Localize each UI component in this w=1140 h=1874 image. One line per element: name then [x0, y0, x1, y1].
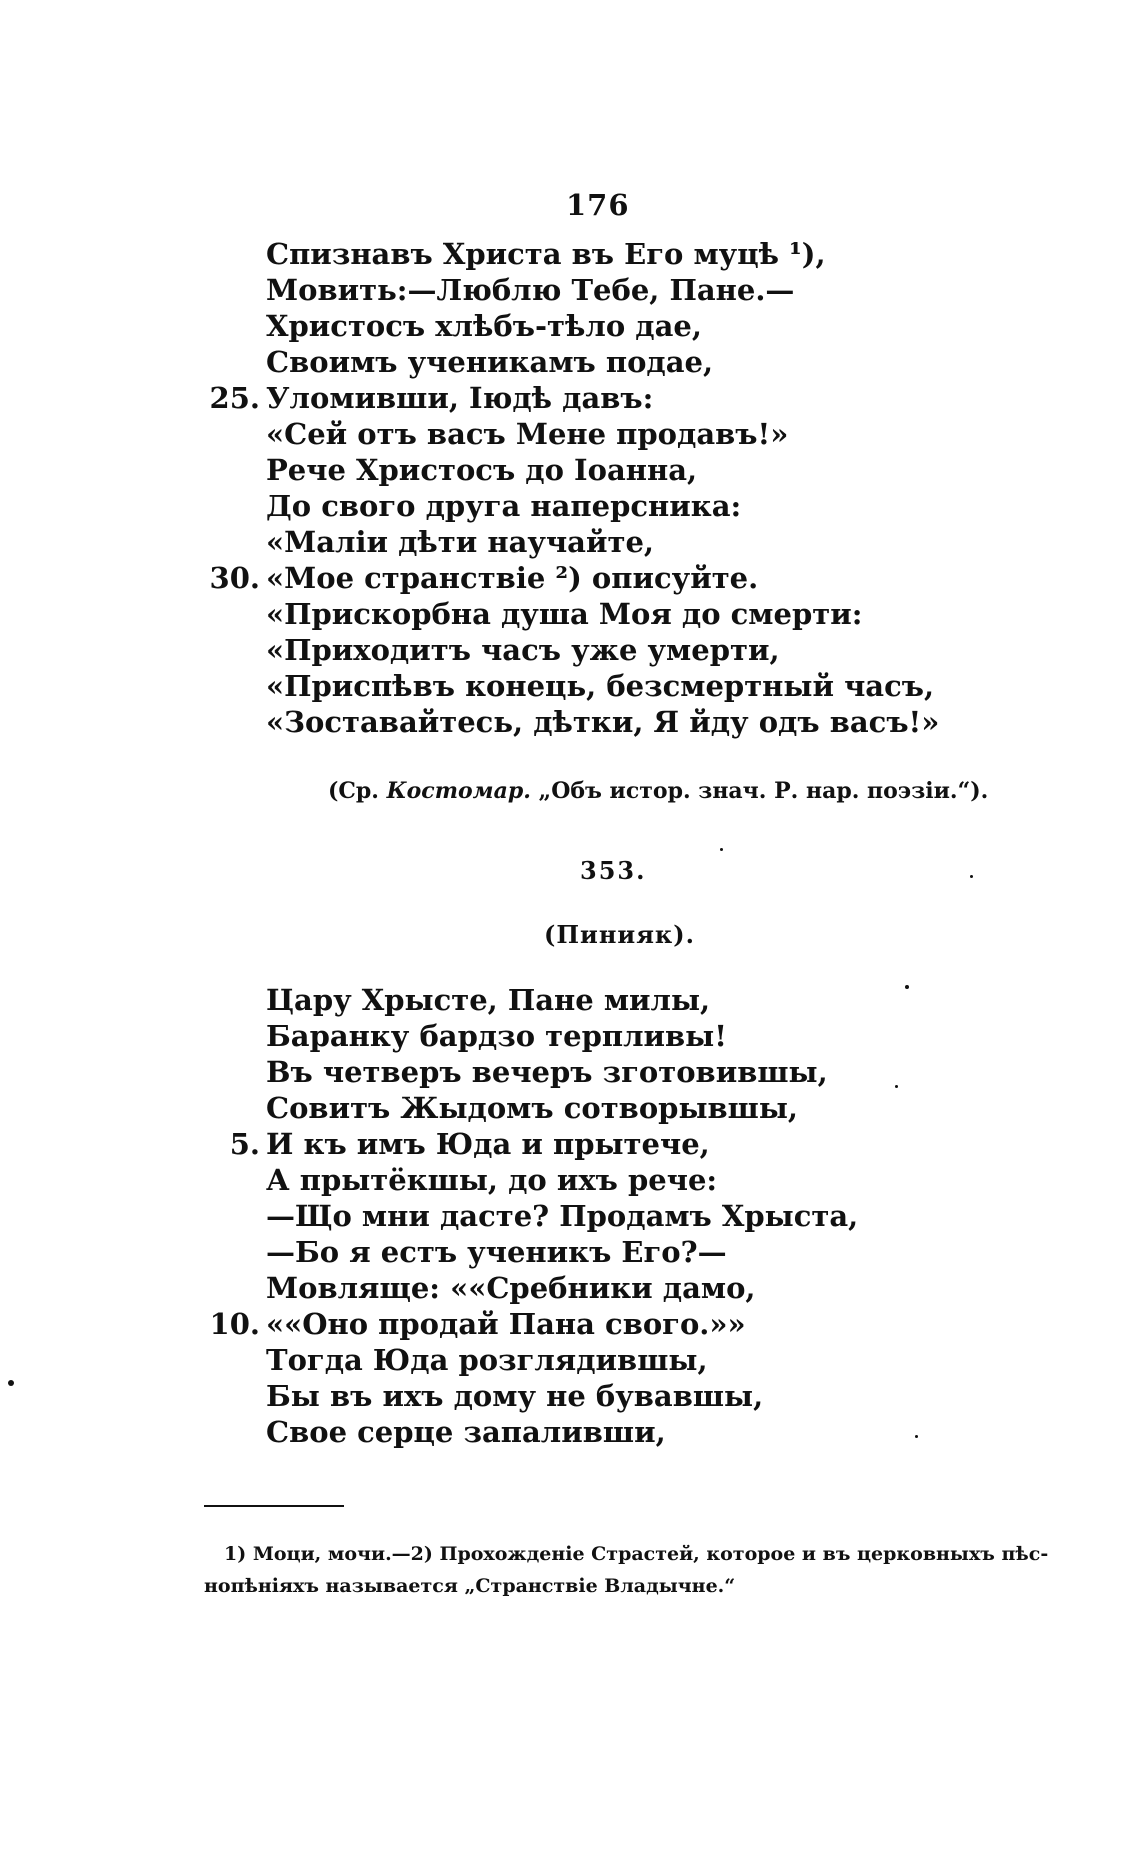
verse-line [0, 1018, 1140, 1054]
scan-speck [970, 875, 973, 878]
verse-line [0, 1054, 1140, 1090]
verse-line [0, 308, 1140, 344]
verse-line [0, 1234, 1140, 1270]
verse-line [0, 488, 1140, 524]
verse-text: Спизнавъ Христа въ Его муцѣ ¹), [266, 237, 826, 271]
verse-text: «Маліи дѣти научайте, [266, 525, 655, 559]
verse-text: Въ четверъ вечеръ зготовившы, [266, 1055, 828, 1089]
citation-rest: „Объ истор. знач. Р. нар. поэзіи.“). [530, 778, 989, 804]
verse-line [0, 1090, 1140, 1126]
verse-line [0, 1414, 1140, 1450]
verse-text: До свого друга наперсника: [266, 489, 742, 523]
footnote-line: нопѣніяхъ называется „Странствіе Владычне.“ [204, 1575, 736, 1597]
verse-number: 25. [209, 381, 260, 415]
song-subtitle: (Пинияк). [544, 920, 695, 949]
citation-open: (Ср. [328, 778, 387, 804]
verse-line [0, 416, 1140, 452]
verse-number: 30. [209, 561, 260, 595]
verse-text: —Бо я естъ ученикъ Его?— [266, 1235, 727, 1269]
verse-text: Рече Христосъ до Іоанна, [266, 453, 698, 487]
verse-line [0, 1270, 1140, 1306]
verse-line [0, 1162, 1140, 1198]
verse-text: Тогда Юда розглядившы, [266, 1343, 708, 1377]
verse-number: 10. [209, 1307, 260, 1341]
scan-speck [905, 985, 909, 989]
verse-text: Уломивши, Іюдѣ давъ: [266, 381, 654, 415]
verse-line [0, 272, 1140, 308]
verse-line [0, 1378, 1140, 1414]
verse-line [0, 982, 1140, 1018]
scan-speck [8, 1380, 14, 1386]
verse-text: «Мое странствіе ²) описуйте. [266, 561, 759, 595]
verse-line [0, 632, 1140, 668]
verse-line [0, 236, 1140, 272]
verse-text: Цару Хрысте, Пане милы, [266, 983, 711, 1017]
footnotes [204, 1538, 1049, 1602]
verse-text: И къ имъ Юда и прытече, [266, 1127, 710, 1161]
scan-speck [720, 848, 723, 851]
verse-text: Совитъ Жыдомъ сотворывшы, [266, 1091, 799, 1125]
scan-speck [895, 1085, 898, 1088]
verse-text: Своимъ ученикамъ подае, [266, 345, 714, 379]
footnote-rule [204, 1505, 344, 1507]
verse-text: Свое серце запаливши, [266, 1415, 666, 1449]
verse-text: «Прискорбна душа Моя до смерти: [266, 597, 863, 631]
verse-line [0, 344, 1140, 380]
scan-speck [915, 1435, 918, 1438]
verse-text: «Сей отъ васъ Мене продавъ!» [266, 417, 789, 451]
verse-line [0, 380, 1140, 416]
verse-line [0, 1306, 1140, 1342]
verse-text: Бы въ ихъ дому не бувавшы, [266, 1379, 764, 1413]
verse-text: ««Оно продай Пана свого.»» [266, 1307, 746, 1341]
page-number: 176 [566, 188, 630, 222]
citation-author: Костомар. [386, 778, 531, 804]
verse-text: —Що мни дасте? Продамъ Хрыста, [266, 1199, 859, 1233]
footnote-line: 1) Моци, мочи.—2) Прохожденіе Страстей, которое и въ церковныхъ пѣс- [224, 1543, 1049, 1565]
verse-text: Христосъ хлѣбъ-тѣло дае, [266, 309, 702, 343]
verse-text: Мовить:—Люблю Тебе, Пане.— [266, 273, 795, 307]
verse-line [0, 668, 1140, 704]
poem-b [0, 982, 1140, 1450]
verse-line [0, 704, 1140, 740]
verse-line [0, 1342, 1140, 1378]
verse-text: Баранку бардзо терпливы! [266, 1019, 727, 1053]
citation [328, 778, 988, 804]
verse-number: 5. [229, 1127, 260, 1161]
verse-text: «Приходитъ часъ уже умерти, [266, 633, 780, 667]
verse-text: «Приспѣвъ конець, безсмертный часъ, [266, 669, 935, 703]
poem-a [0, 236, 1140, 740]
verse-line [0, 560, 1140, 596]
verse-text: «Зоставайтесь, дѣтки, Я йду одъ васъ!» [266, 705, 940, 739]
verse-text: Мовляще: ««Сребники дамо, [266, 1271, 756, 1305]
song-number: 353. [580, 856, 647, 885]
verse-line [0, 524, 1140, 560]
verse-line [0, 1198, 1140, 1234]
verse-line [0, 1126, 1140, 1162]
verse-text: А прытёкшы, до ихъ рече: [266, 1163, 718, 1197]
verse-line [0, 596, 1140, 632]
verse-line [0, 452, 1140, 488]
